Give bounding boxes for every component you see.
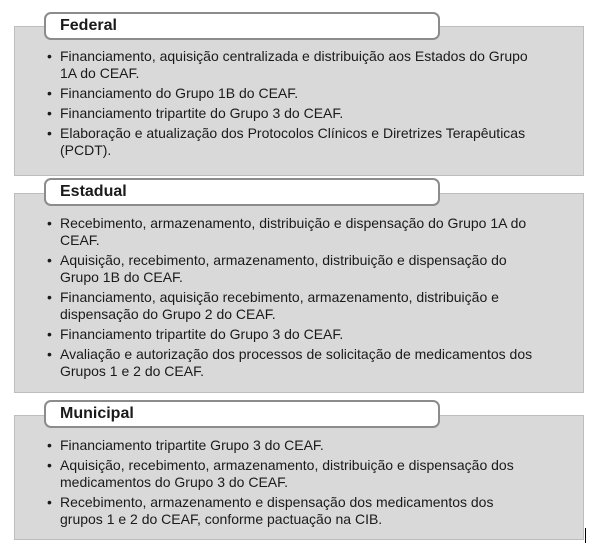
federal-title: Federal [44, 12, 440, 40]
list-item: • Financiamento tripartite do Grupo 3 do CEAF. [47, 326, 344, 342]
list-item: • Financiamento, aquisição centralizada e distribuição aos Estados do Grupo 1A do CEAF. [47, 48, 528, 81]
municipal-title: Municipal [44, 400, 440, 428]
bullet-icon: • [47, 289, 52, 305]
list-item: • Elaboração e atualização dos Protocolos Clínicos e Diretrizes Terapêuticas (PCDT). [47, 125, 526, 158]
list-item: • Financiamento, aquisição recebimento, armazenamento, distribuição e dispensação do Grupo 2 do CEAF. [47, 289, 499, 322]
federal-list [0, 48, 540, 162]
estadual-title: Estadual [44, 178, 440, 206]
bullet-icon: • [47, 346, 52, 362]
list-item: • Recebimento, armazenamento, distribuição e dispensação do Grupo 1A do CEAF. [47, 215, 527, 248]
bullet-icon: • [47, 85, 52, 101]
list-item: • Aquisição, recebimento, armazenamento, distribuição e dispensação dos medicamentos do Grupo 3 do CEAF. [47, 457, 514, 490]
list-item: • Recebimento, armazenamento e dispensação dos medicamentos dos grupos 1 e 2 do CEAF, conforme pactuação na CIB. [47, 494, 494, 527]
bullet-icon: • [47, 125, 52, 141]
bullet-icon: • [47, 105, 52, 121]
bullet-icon: • [47, 494, 52, 510]
bullet-icon: • [47, 215, 52, 231]
bullet-icon: • [47, 437, 52, 453]
bullet-icon: • [47, 457, 52, 473]
list-item: • Financiamento tripartite Grupo 3 do CEAF. [47, 437, 324, 453]
bullet-icon: • [47, 326, 52, 342]
list-item: • Avaliação e autorização dos processos de solicitação de medicamentos dos Grupos 1 e 2 do CEAF. [47, 346, 533, 379]
bullet-icon: • [47, 252, 52, 268]
estadual-list [0, 215, 540, 383]
text-cursor [585, 528, 586, 543]
list-item: • Financiamento tripartite do Grupo 3 do CEAF. [47, 105, 344, 121]
list-item: • Aquisição, recebimento, armazenamento, distribuição e dispensação do Grupo 1B do CEAF. [47, 252, 507, 285]
list-item: • Financiamento do Grupo 1B do CEAF. [47, 85, 299, 101]
municipal-list [0, 437, 540, 531]
bullet-icon: • [47, 48, 52, 64]
